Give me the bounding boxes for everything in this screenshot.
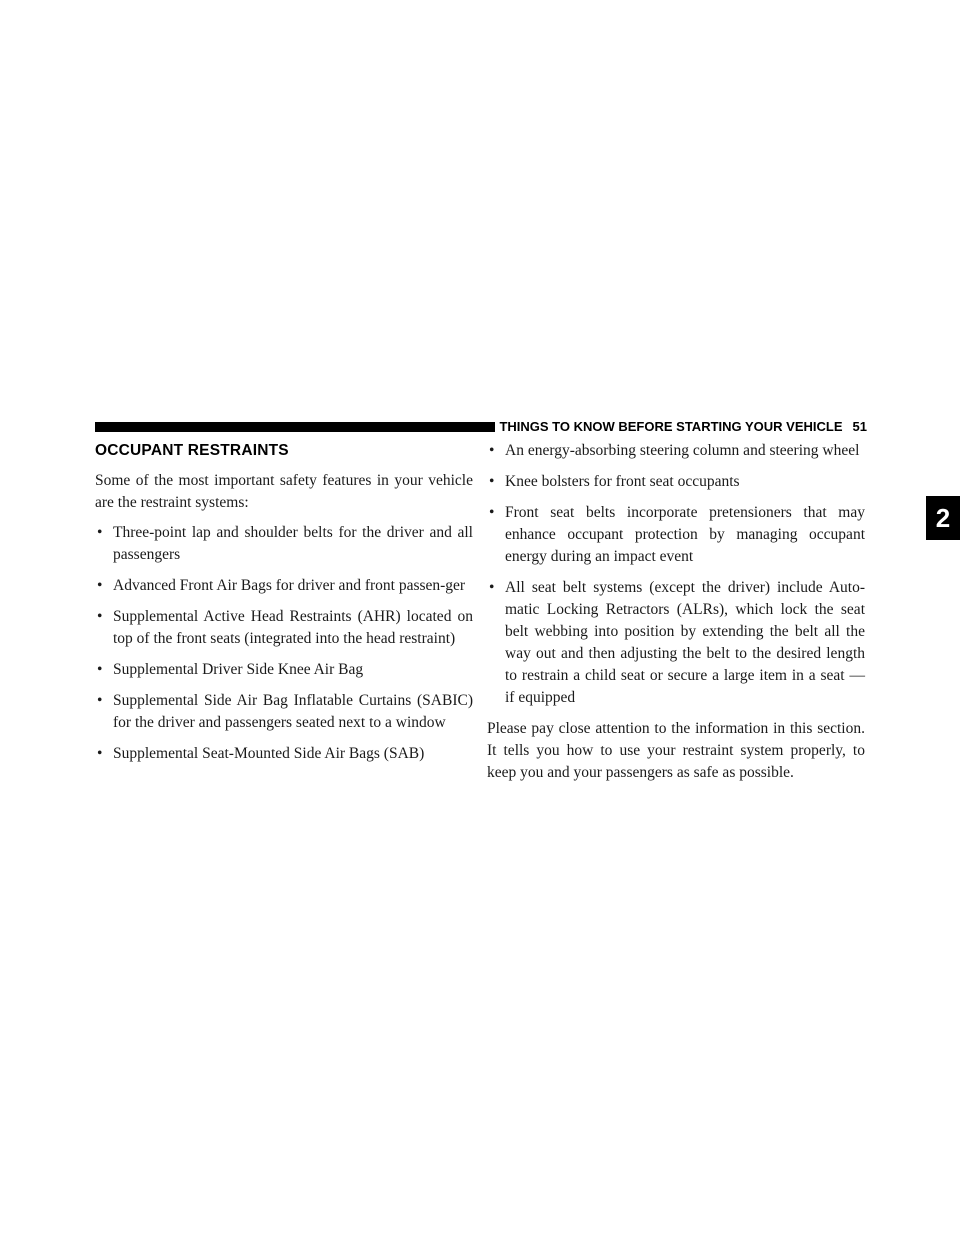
bullet: • [97,692,103,709]
list-item-text: Knee bolsters for front seat occupants [505,473,740,490]
header-section-title: THINGS TO KNOW BEFORE STARTING YOUR VEHICLE [499,419,843,434]
list-item-text: Advanced Front Air Bags for driver and front passen-ger [113,577,466,594]
header-rule [95,422,495,432]
running-header [499,418,867,436]
list-item [95,575,473,597]
list-item-text: An energy-absorbing steering column and steering wheel [505,442,860,459]
left-column [95,440,473,774]
list-item [487,440,865,462]
list-item-text: Three-point lap and shoulder belts for the driver and all passengers [113,524,473,563]
bullet: • [97,577,103,594]
list-item [95,659,473,681]
intro-paragraph: Some of the most important safety features in your vehicle are the restraint systems: [95,472,473,511]
restraint-list-left [95,522,473,765]
section-heading: OCCUPANT RESTRAINTS [95,442,289,459]
list-item-text: Supplemental Driver Side Knee Air Bag [113,661,364,678]
page-number: 51 [852,419,867,434]
bullet: • [97,524,103,541]
list-item-text: Front seat belts incorporate pretensioners that may enhance occupant protection by managing occupant energy during an impact event [505,504,865,565]
list-item [95,522,473,566]
right-column [487,440,865,792]
list-item [95,690,473,734]
list-item [487,502,865,568]
closing-paragraph: Please pay close attention to the information in this section. It tells you how to use your restraint system properly, to keep you and your passengers as safe as possible. [487,720,865,781]
list-item [95,743,473,765]
list-item [487,577,865,709]
list-item-text: Supplemental Side Air Bag Inflatable Curtains (SABIC) for the driver and passengers seated next to a window [113,692,473,731]
chapter-tab [926,496,960,540]
bullet: • [97,745,103,762]
list-item-text: Supplemental Seat-Mounted Side Air Bags (SAB) [113,745,425,762]
chapter-number: 2 [935,502,951,533]
restraint-list-right [487,440,865,709]
bullet: • [97,661,103,678]
bullet: • [489,442,495,459]
bullet: • [489,504,495,521]
list-item-text: Supplemental Active Head Restraints (AHR) located on top of the front seats (integrated into the head restraint) [113,608,473,647]
bullet: • [489,473,495,490]
list-item [95,606,473,650]
list-item-text: All seat belt systems (except the driver) include Auto-matic Locking Retractors (ALRs), which lock the seat belt webbing into position by extending the belt all the way out and then adjusting the belt to the desired length to restrain a child seat or secure a large item in a seat — if equipped [505,579,865,706]
bullet: • [489,579,495,596]
list-item [487,471,865,493]
bullet: • [97,608,103,625]
